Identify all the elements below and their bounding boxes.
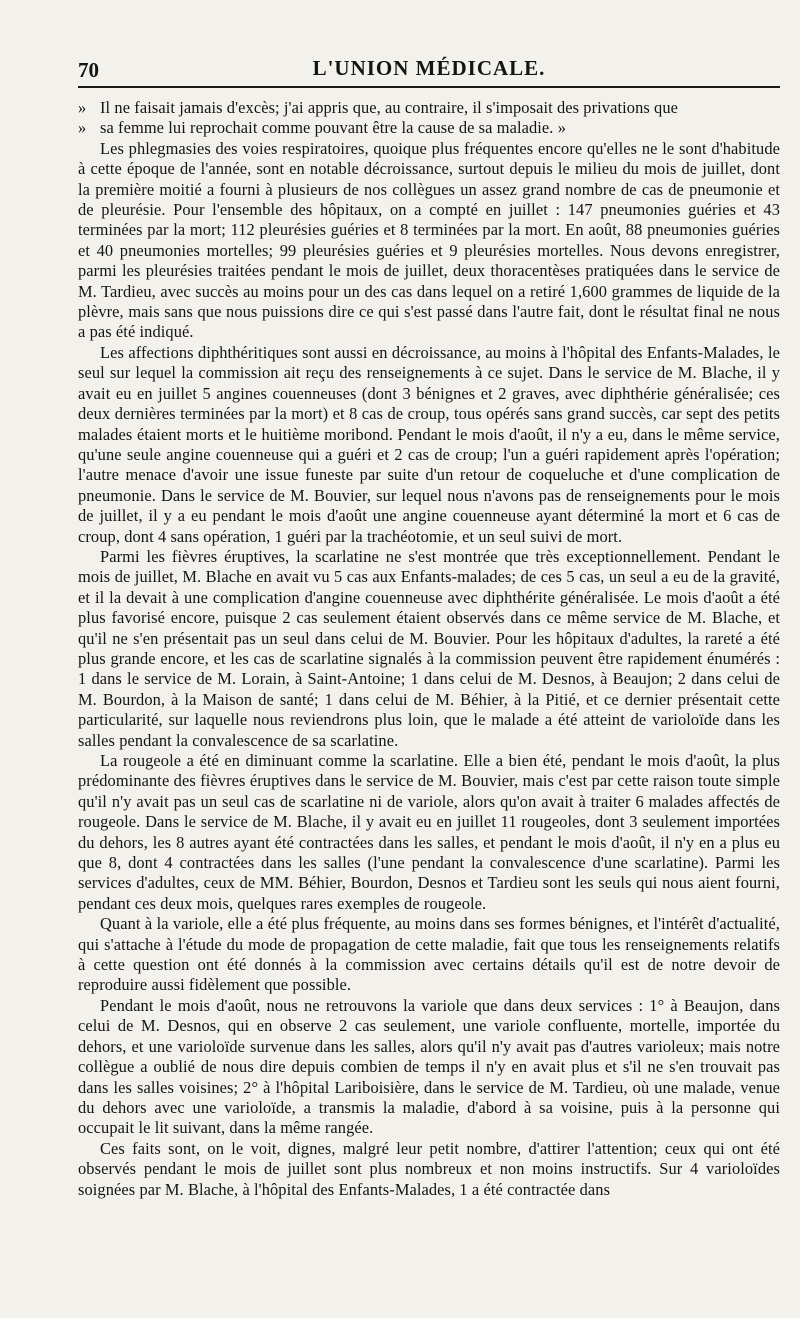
quote-mark: » (78, 118, 87, 138)
paragraph-variola-august: Pendant le mois d'août, nous ne retrouvons la variole que dans deux services : 1° à Beaujon, dans celui de M. Desnos, qui en observe 2 cas seulement, une variole confluente, mortelle, importée du dehors, et une varioloïde survenue dans les salles, alors qu'il n'y avait pas d'autres varioleux; mais notre collègue a oublié de nous dire depuis combien de temps il n'y en avait plus et s'il ne s'en trouvait pas dans les salles voisines; 2° à l'hôpital Lariboisière, dans le service de M. Tardieu, où une malade, venue du dehors avec une varioloïde, a transmis la maladie, d'abord à sa voisine, puis à la personne qui occupait le lit suivant, dans la même rangée. (78, 995, 780, 1138)
paragraph-scarlatina: Parmi les fièvres éruptives, la scarlatine ne s'est montrée que très exceptionnellement. Pendant le mois de juillet, M. Blache en avait vu 5 cas aux Enfants-malades; de ces 5 cas, un seul a eu de la gravité, et il la devait à une complication d'angine couenneuse avec diphthérite généralisée. Le mois d'août a été plus favorisé encore, puisque 2 cas seulement étaient observés dans ce même service de M. Blache, et qu'il ne s'en présentait pas un seul dans celui de M. Bouvier. Pour les hôpitaux d'adultes, la rareté a été plus grande encore, et les cas de scarlatine signalés à la commission peuvent être rapidement énumérés : 1 dans le service de M. Lorain, à Saint-Antoine; 1 dans celui de M. Desnos, à Beaujon; 2 dans celui de M. Bourdon, à la Maison de santé; 1 dans celui de M. Béhier, à la Pitié, et ce dernier présentait cette particularité, sur laquelle nous reviendrons plus loin, que le malade a été atteint de varioloïde dans les salles pendant la convalescence de sa scarlatine. (78, 546, 780, 750)
journal-title: L'UNION MÉDICALE. (312, 56, 546, 80)
quote-text: sa femme lui reprochait comme pouvant être la cause de sa maladie. » (100, 118, 567, 138)
paragraph-measles: La rougeole a été en diminuant comme la scarlatine. Elle a bien été, pendant le mois d'août, la plus prédominante des fièvres éruptives dans le service de M. Bouvier, mais c'est par cette raison toute simple qu'il n'y avait pas un seul cas de scarlatine ni de variole, alors qu'on avait à traiter 6 malades affectés de rougeole. Dans le service de M. Blache, il y avait eu en juillet 11 rougeoles, dont 3 seulement importées du dehors, les 8 autres ayant été contractées dans les salles, et pendant le mois d'août, il n'y en a plus eu que 8, dont 4 contractées dans les salles (l'une pendant la convalescence d'une scarlatine). Parmi les services d'adultes, ceux de MM. Béhier, Bourdon, Desnos et Tardieu sont les seuls qui nous aient fourni, pendant ces deux mois, quelques rares exemples de rougeole. (78, 751, 780, 913)
quote-mark: » (78, 98, 87, 117)
quote-line (78, 118, 780, 138)
article-body (78, 98, 780, 1200)
quote-text: Il ne faisait jamais d'excès; j'ai appris que, au contraire, il s'imposait des privations que (100, 98, 679, 117)
paragraph-variola-july: Ces faits sont, on le voit, dignes, malgré leur petit nombre, d'attirer l'attention; ceux qui ont été observés pendant le mois de juillet sont plus nombreux et non moins instructifs. Sur 4 varioloïdes soignées par M. Blache, à l'hôpital des Enfants-Malades, 1 a été contractée dans (78, 1138, 780, 1199)
paragraph-respiratory: Les phlegmasies des voies respiratoires, quoique plus fréquentes encore qu'elles ne le sont d'habitude à cette époque de l'année, sont en notable décroissance, surtout depuis le milieu du mois de juillet, dont la première moitié a fourni à plusieurs de nos collègues un assez grand nombre de cas de pneumonie et de pleurésie. Pour l'ensemble des hôpitaux, on a compté en juillet : 147 pneumonies guéries et 43 terminées par la mort; 112 pleurésies guéries et 8 terminées par la mort. En août, 88 pneumonies guéries et 40 pneumonies mortelles; 99 pleurésies guéries et 9 pleurésies mortelles. Nous devons enregistrer, parmi les pleurésies traitées pendant le mois de juillet, deux thoracentèses pratiquées dans le service de M. Tardieu, avec succès au moins pour un des cas dans lequel on a retiré 1,600 grammes de liquide de la plèvre, mais sans que nous puissions dire ce qui s'est passé dans l'autre fait, dont le résultat final ne nous a pas été indiqué. (78, 138, 780, 342)
paragraph-variola-intro: Quant à la variole, elle a été plus fréquente, au moins dans ses formes bénignes, et l'intérêt d'actualité, qui s'attache à l'étude du mode de propagation de cette maladie, fait que tous les renseignements relatifs à cette question ont été donnés à la commission avec certains détails qu'il est de notre devoir de reproduire aussi fidèlement que possible. (78, 914, 780, 995)
page-header (78, 52, 780, 88)
page-number: 70 (78, 58, 99, 82)
paragraph-diphtheria: Les affections diphthéritiques sont aussi en décroissance, au moins à l'hôpital des Enfants-Malades, le seul sur lequel la commission ait reçu des renseignements à ce sujet. Dans le service de M. Blache, il y avait eu en juillet 5 angines couenneuses (dont 3 bénignes et 2 graves, avec diphthérie généralisée; ces deux dernières terminées par la mort) et 8 cas de croup, tous opérés sans grand succès, car sept des petits malades étaient morts et le huitième moribond. Pendant le mois d'août, il n'y a eu, dans le même service, qu'une seule angine couenneuse qui a guéri et 2 cas de croup; l'un a guéri rapidement après l'opération; l'autre menace d'avoir une issue funeste par suite d'un retour de coqueluche et d'une complication de pneumonie. Dans le service de M. Bouvier, sur lequel nous n'avons pas de renseignements pour le mois de juillet, il y a eu pendant le mois d'août une angine couenneuse ayant déterminé la mort et 6 cas de croup, dont 4 sans opération, 1 guéri par la trachéotomie, et un seul suivi de mort. (78, 342, 780, 546)
quote-line (78, 98, 780, 118)
